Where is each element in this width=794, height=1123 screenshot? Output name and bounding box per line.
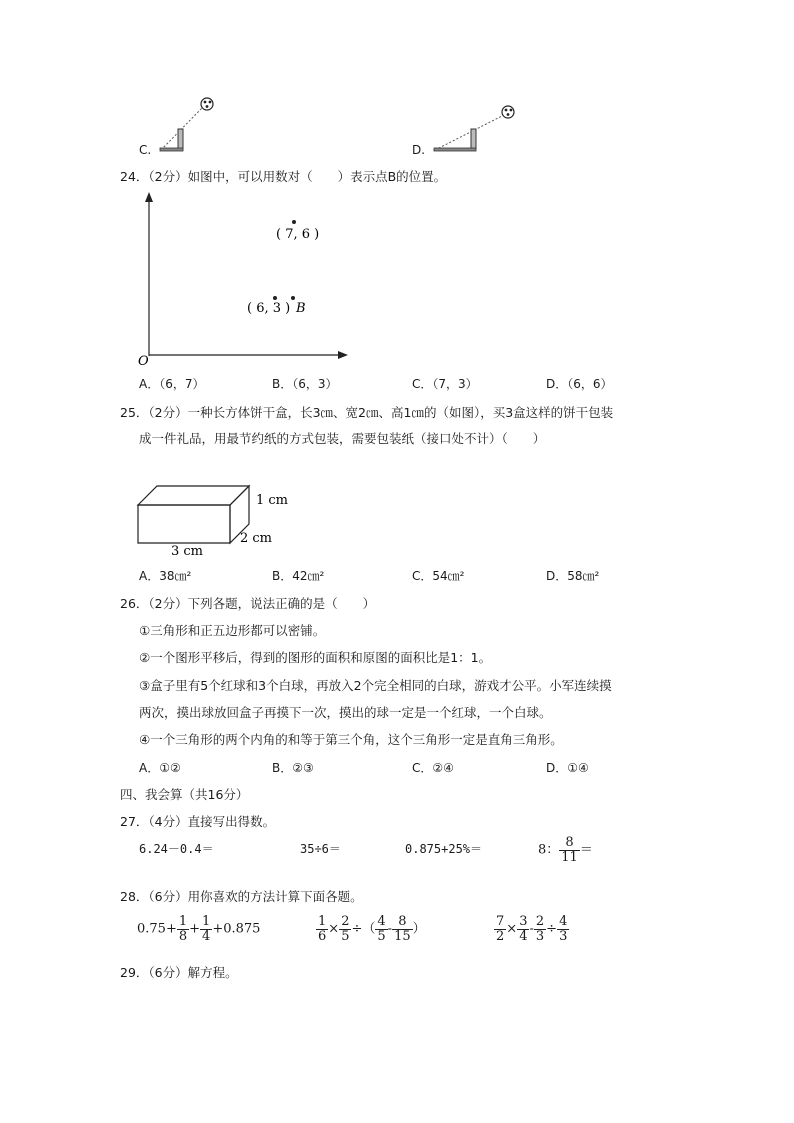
origin-label: O — [138, 354, 149, 368]
q26-stem: 26．（2分）下列各题，说法正确的是（ ） — [120, 596, 376, 611]
q27-stem: 27．（4分）直接写出得数。 — [120, 814, 276, 829]
q24-option-b[interactable]: B．（6，3） — [272, 377, 338, 391]
q24-option-d[interactable]: D．（6，6） — [546, 377, 613, 391]
q25-box-figure — [135, 478, 305, 560]
q25-stem-line1: 25．（2分）一种长方体饼干盒，长3㎝、宽2㎝、高1㎝的（如图），买3盒这样的饼干包装 — [120, 405, 614, 420]
ball-icon — [201, 98, 213, 110]
q27-expr-4: 8： $\frac{8}{11}$ ＝ — [538, 835, 593, 865]
q24-coordinate-figure — [135, 188, 355, 368]
q28-stem: 28．（6分）用你喜欢的方法计算下面各题。 — [120, 889, 363, 904]
q28-problem-3: $\frac{7}{2}$ × $\frac{3}{4}$ - $\frac{2}{3}$ ÷ $\frac{4}{3}$ — [496, 914, 568, 944]
q28-problem-1: 0.75+ $\frac{1}{8}$ + $\frac{1}{4}$ +0.875 — [137, 914, 261, 944]
q27-expr-4-prefix: 8： — [538, 842, 560, 858]
q27-expr-3: 0.875+25%＝ — [405, 842, 483, 856]
q23-option-c-figure — [158, 92, 220, 156]
x-axis-arrow-icon — [338, 351, 348, 359]
q26-item-2: ②一个图形平移后，得到的图形的面积和原图的面积比是1：1。 — [139, 650, 492, 665]
q29-stem: 29．（6分）解方程。 — [120, 965, 238, 980]
q24-option-a[interactable]: A．（6，7） — [139, 377, 205, 391]
q26-option-d[interactable]: D．①④ — [546, 761, 589, 775]
q25-stem-line2: 成一件礼品，用最节约纸的方式包装，需要包装纸（接口处不计）（ ） — [139, 431, 546, 446]
q25-option-c[interactable]: C．54㎝² — [412, 569, 465, 583]
q23-option-c[interactable]: C. — [139, 143, 152, 157]
q25-option-d[interactable]: D．58㎝² — [546, 569, 600, 583]
q25-option-b[interactable]: B．42㎝² — [272, 569, 325, 583]
q26-option-c[interactable]: C．②④ — [412, 761, 454, 775]
height-label: 1 cm — [256, 493, 289, 508]
q28-problem-2: $\frac{1}{6}$ × $\frac{2}{5}$ ÷（ $\frac{4}{5}$ - $\frac{8}{15}$ ） — [318, 914, 426, 944]
q26-option-a[interactable]: A．①② — [139, 761, 181, 775]
point-b-label: B — [296, 301, 306, 316]
length-label: 3 cm — [171, 544, 204, 559]
point-7-6-label: ( 7, 6 ) — [276, 227, 320, 242]
fraction: $\frac{8}{11}$ — [561, 835, 578, 865]
q23-option-d[interactable]: D. — [412, 143, 426, 157]
point-7-6 — [292, 220, 296, 224]
ball-icon — [502, 106, 514, 118]
point-6-3 — [273, 296, 277, 300]
q26-item-1: ①三角形和正五边形都可以密铺。 — [139, 623, 326, 638]
q26-option-b[interactable]: B．②③ — [272, 761, 314, 775]
q26-item-4: ④一个三角形的两个内角的和等于第三个角，这个三角形一定是直角三角形。 — [139, 732, 563, 747]
point-6-3-label: ( 6, 3 ) — [247, 301, 291, 316]
width-label: 2 cm — [240, 531, 273, 546]
q26-item-3-cont: 两次，摸出球放回盒子再摸下一次，摸出的球一定是一个红球，一个白球。 — [139, 705, 552, 720]
y-axis-arrow-icon — [145, 192, 153, 202]
point-b — [291, 296, 295, 300]
q24-option-c[interactable]: C．（7，3） — [412, 377, 478, 391]
q27-expr-1: 6.24－0.4＝ — [139, 842, 214, 856]
q26-item-3: ③盒子里有5个红球和3个白球，再放入2个完全相同的白球，游戏才公平。小军连续摸 — [139, 678, 612, 693]
q25-option-a[interactable]: A．38㎝² — [139, 569, 192, 583]
q27-expr-2: 35÷6＝ — [300, 842, 341, 856]
section-title: 四、我会算（共16分） — [120, 787, 249, 802]
q24-stem: 24．（2分）如图中，可以用数对（ ）表示点B的位置。 — [120, 169, 447, 184]
q23-option-d-figure — [432, 100, 520, 156]
